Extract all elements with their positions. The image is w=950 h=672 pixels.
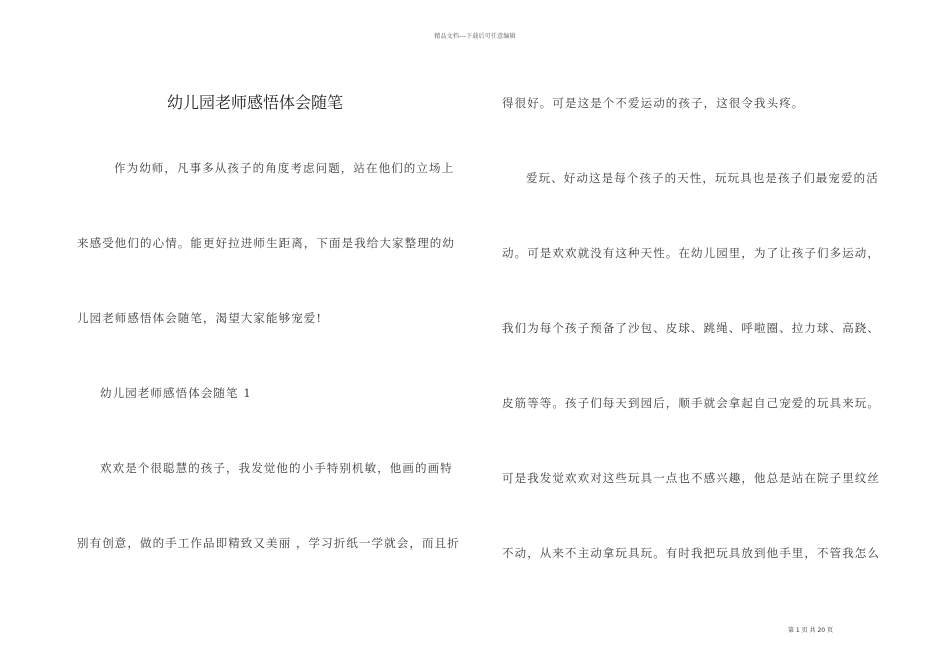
section-heading: 幼儿园老师感悟体会随笔 1 xyxy=(100,386,252,400)
left-paragraph-line: 作为幼师，凡事多从孩子的角度考虑问题，站在他们的立场上 xyxy=(114,161,455,175)
left-paragraph-line: 儿园老师感悟体会随笔，渴望大家能够宠爱! xyxy=(77,311,323,325)
right-paragraph-line: 不动，从来不主动拿玩具玩。有时我把玩具放到他手里，不管我怎么 xyxy=(502,546,880,560)
header-note: 精品文档---下载后可任意编辑 xyxy=(434,33,516,40)
right-paragraph-line: 我们为每个孩子预备了沙包、皮球、跳绳、呼啦圈、拉力球、高跷、 xyxy=(502,321,880,335)
right-paragraph-line: 爱玩、好动这是每个孩子的天性，玩玩具也是孩子们最宠爱的活 xyxy=(526,171,879,185)
document-title: 幼儿园老师感悟体会随笔 xyxy=(167,93,344,112)
left-paragraph-line: 来感受他们的心情。能更好拉进师生距离，下面是我给大家整理的幼 xyxy=(77,236,455,250)
right-paragraph-line: 动。可是欢欢就没有这种天性。在幼儿园里，为了让孩子们多运动， xyxy=(502,246,880,260)
right-paragraph-line: 可是我发觉欢欢对这些玩具一点也不感兴趣，他总是站在院子里纹丝 xyxy=(502,471,880,485)
left-paragraph-line: 欢欢是个很聪慧的孩子，我发觉他的小手特别机敏，他画的画特 xyxy=(100,461,453,475)
left-paragraph-line: 别有创意，做的手工作品即精致又美丽 ，学习折纸一学就会，而且折 xyxy=(77,536,460,550)
right-paragraph-line: 皮筋等等。孩子们每天到园后，顺手就会拿起自己宠爱的玩具来玩。 xyxy=(502,396,880,410)
page-number: 第 1 页 共 20 页 xyxy=(788,627,833,634)
right-paragraph-line: 得很好。可是这是个不爱运动的孩子，这很令我头疼。 xyxy=(502,96,805,110)
